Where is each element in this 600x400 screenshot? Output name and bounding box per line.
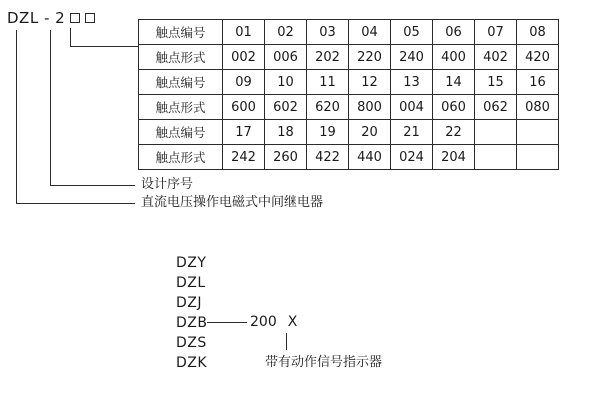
- value-cell: 006: [265, 45, 307, 70]
- value-cell: 800: [349, 95, 391, 120]
- indicator-note: 带有动作信号指示器: [265, 355, 383, 370]
- model-placeholder-box: [85, 13, 95, 23]
- value-cell: 062: [475, 95, 517, 120]
- value-cell: [475, 145, 517, 170]
- value-cell: 260: [265, 145, 307, 170]
- value-cell: 18: [265, 120, 307, 145]
- connector-relay-type-hline: [16, 203, 135, 204]
- value-cell: 02: [265, 20, 307, 45]
- table-row: [139, 20, 559, 45]
- series-item-dzj: DZJ: [176, 295, 202, 311]
- value-cell: [475, 120, 517, 145]
- value-cell: 600: [223, 95, 265, 120]
- value-cell: [517, 145, 559, 170]
- connector-contact-table-vline: [70, 28, 71, 46]
- connector-design-serial-vline: [50, 30, 51, 185]
- model-placeholder-box: [70, 13, 80, 23]
- design-serial-label: 设计序号: [141, 177, 194, 192]
- value-cell: 09: [223, 70, 265, 95]
- value-cell: 004: [391, 95, 433, 120]
- value-cell: 400: [433, 45, 475, 70]
- value-cell: 06: [433, 20, 475, 45]
- value-cell: 240: [391, 45, 433, 70]
- value-cell: 060: [433, 95, 475, 120]
- value-cell: [517, 120, 559, 145]
- table-row: [139, 70, 559, 95]
- value-cell: 11: [307, 70, 349, 95]
- value-cell: 402: [475, 45, 517, 70]
- value-cell: 422: [307, 145, 349, 170]
- row-header-cell: 触点形式: [139, 145, 223, 170]
- table-row: [139, 145, 559, 170]
- value-cell: 05: [391, 20, 433, 45]
- series-item-dzb: DZB: [176, 315, 208, 331]
- value-cell: 03: [307, 20, 349, 45]
- row-header-cell: 触点形式: [139, 45, 223, 70]
- value-cell: 202: [307, 45, 349, 70]
- value-cell: 002: [223, 45, 265, 70]
- table-row: [139, 120, 559, 145]
- value-cell: 204: [433, 145, 475, 170]
- value-cell: 01: [223, 20, 265, 45]
- value-cell: 14: [433, 70, 475, 95]
- value-cell: 12: [349, 70, 391, 95]
- connector-contact-table-hline: [70, 46, 138, 47]
- model-code: [7, 9, 95, 27]
- value-cell: 220: [349, 45, 391, 70]
- value-cell: 16: [517, 70, 559, 95]
- value-cell: 17: [223, 120, 265, 145]
- row-header-cell: 触点编号: [139, 20, 223, 45]
- connector-relay-type-vline: [16, 30, 17, 203]
- dzb-suffix-value: 200: [250, 314, 277, 330]
- value-cell: 20: [349, 120, 391, 145]
- value-cell: 07: [475, 20, 517, 45]
- value-cell: 420: [517, 45, 559, 70]
- value-cell: 19: [307, 120, 349, 145]
- contact-code-table: [138, 19, 559, 170]
- value-cell: 04: [349, 20, 391, 45]
- row-header-cell: 触点编号: [139, 70, 223, 95]
- model-code-text: DZL - 2: [7, 9, 66, 27]
- value-cell: 440: [349, 145, 391, 170]
- dzb-suffix-placeholder: X: [287, 314, 298, 330]
- value-cell: 620: [307, 95, 349, 120]
- value-cell: 21: [391, 120, 433, 145]
- connector-indicator-vline: [286, 333, 287, 350]
- relay-type-label: 直流电压操作电磁式中间继电器: [141, 195, 324, 210]
- series-item-dzk: DZK: [176, 355, 208, 371]
- series-item-dzy: DZY: [176, 255, 207, 271]
- value-cell: 13: [391, 70, 433, 95]
- series-item-dzl: DZL: [176, 275, 206, 291]
- value-cell: 080: [517, 95, 559, 120]
- connector-dzb-hline: [207, 322, 247, 323]
- series-list: [176, 253, 207, 373]
- value-cell: 15: [475, 70, 517, 95]
- value-cell: 602: [265, 95, 307, 120]
- table-row: [139, 45, 559, 70]
- series-item-dzs: DZS: [176, 335, 207, 351]
- value-cell: 22: [433, 120, 475, 145]
- value-cell: 08: [517, 20, 559, 45]
- connector-design-serial-hline: [50, 185, 135, 186]
- table-row: [139, 95, 559, 120]
- value-cell: 024: [391, 145, 433, 170]
- contact-code-table-body: [139, 20, 559, 170]
- row-header-cell: 触点编号: [139, 120, 223, 145]
- dzb-suffix: [250, 314, 297, 331]
- value-cell: 10: [265, 70, 307, 95]
- value-cell: 242: [223, 145, 265, 170]
- row-header-cell: 触点形式: [139, 95, 223, 120]
